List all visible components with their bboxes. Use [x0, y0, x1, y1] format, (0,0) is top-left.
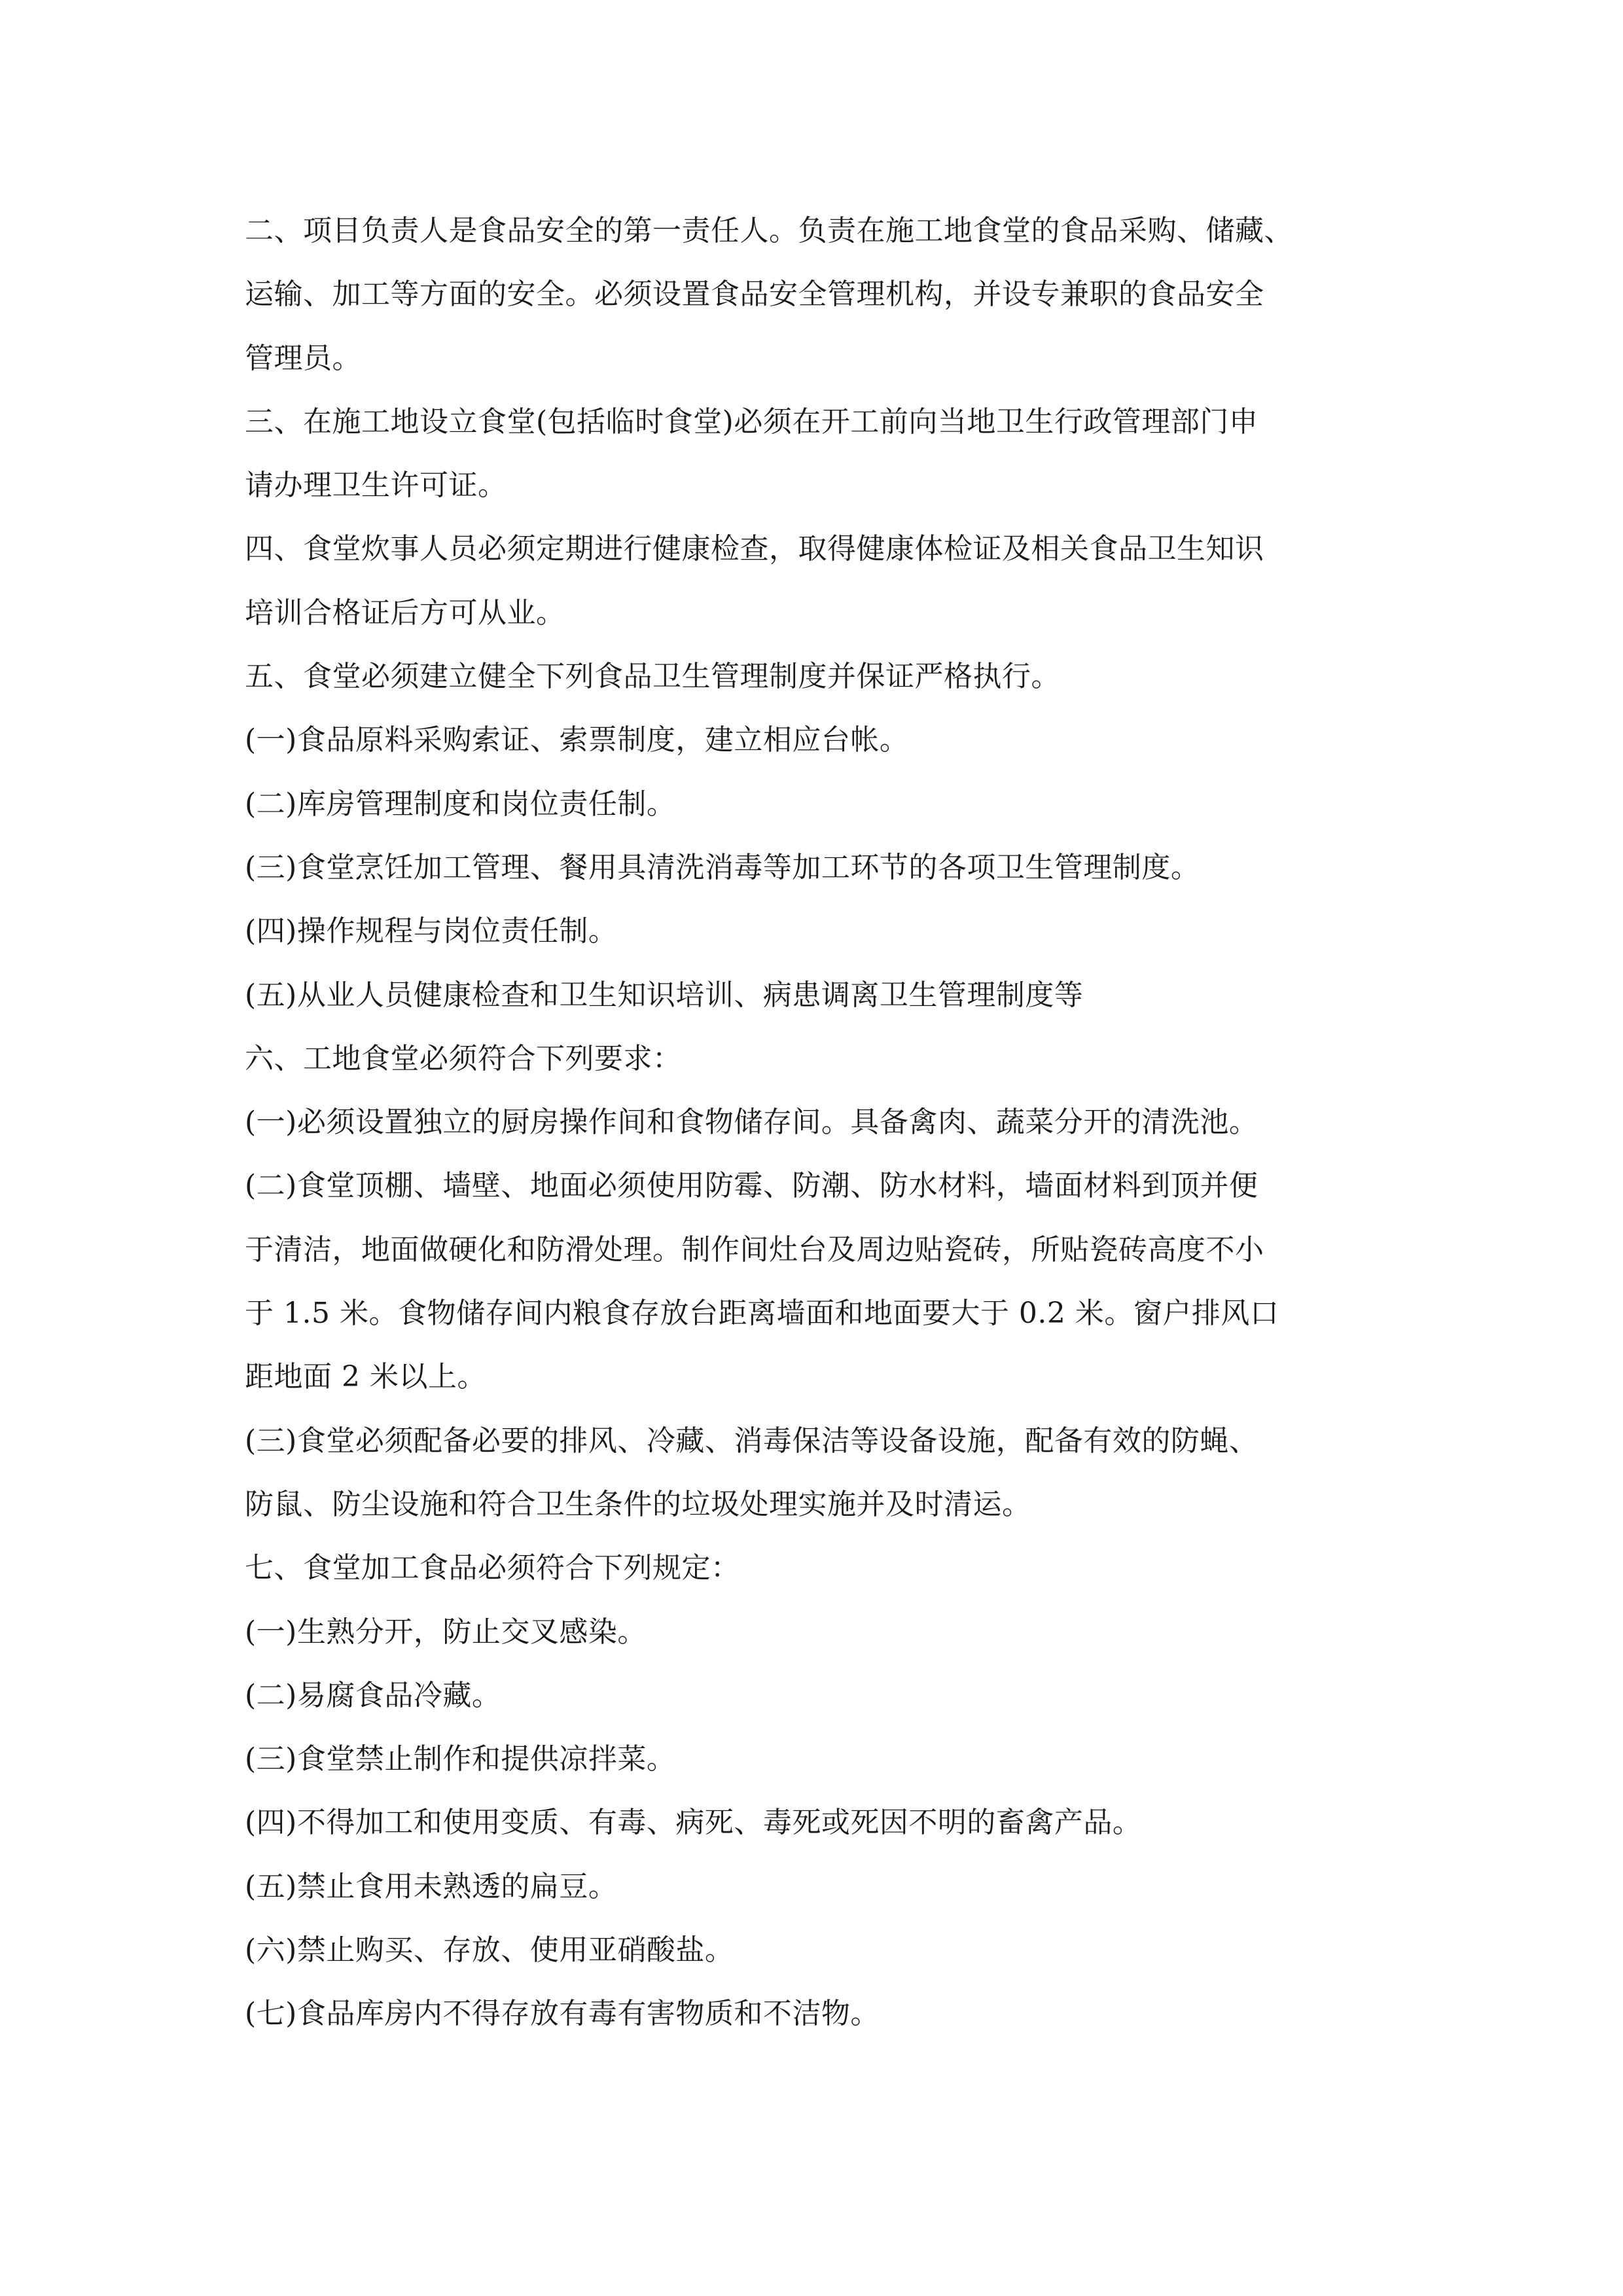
text-line: 运输、加工等方面的安全。必须设置食品安全管理机构，并设专兼职的食品安全 — [245, 278, 1264, 312]
text-line: (五)禁止食用未熟透的扁豆。 — [245, 1869, 618, 1903]
text-line: (二)易腐食品冷藏。 — [245, 1678, 501, 1712]
text-line: 防鼠、防尘设施和符合卫生条件的垃圾处理实施并及时清运。 — [245, 1487, 1031, 1521]
text-line: 六、工地食堂必须符合下列要求： — [245, 1041, 682, 1075]
text-line: (七)食品库房内不得存放有毒有害物质和不洁物。 — [245, 1997, 880, 2031]
text-line: 三、在施工地设立食堂(包括临时食堂)必须在开工前向当地卫生行政管理部门申 — [245, 404, 1258, 439]
text-line: (四)操作规程与岗位责任制。 — [245, 914, 618, 948]
text-line: (三)食堂烹饪加工管理、餐用具清洗消毒等加工环节的各项卫生管理制度。 — [245, 850, 1200, 884]
text-line: (三)食堂禁止制作和提供凉拌菜。 — [245, 1742, 676, 1776]
text-line: 培训合格证后方可从业。 — [245, 596, 565, 630]
text-line: (二)食堂顶棚、墙壁、地面必须使用防霉、防潮、防水材料，墙面材料到顶并便 — [245, 1169, 1258, 1203]
text-line: 五、食堂必须建立健全下列食品卫生管理制度并保证严格执行。 — [245, 660, 1060, 694]
text-line: (二)库房管理制度和岗位责任制。 — [245, 787, 676, 821]
text-line: 距地面 2 米以上。 — [245, 1360, 486, 1394]
document-body — [245, 199, 1442, 2046]
text-line: 四、食堂炊事人员必须定期进行健康检查，取得健康体检证及相关食品卫生知识 — [245, 532, 1264, 566]
text-line: 七、食堂加工食品必须符合下列规定： — [245, 1551, 740, 1585]
text-line: (一)食品原料采购索证、索票制度，建立相应台帐。 — [245, 723, 909, 757]
text-line: (一)生熟分开，防止交叉感染。 — [245, 1615, 647, 1649]
text-line: (六)禁止购买、存放、使用亚硝酸盐。 — [245, 1933, 734, 1967]
text-line: 管理员。 — [245, 341, 361, 375]
text-line: (五)从业人员健康检查和卫生知识培训、病患调离卫生管理制度等 — [245, 978, 1084, 1012]
text-line: 二、项目负责人是食品安全的第一责任人。负责在施工地食堂的食品采购、储藏、 — [245, 214, 1293, 247]
text-line: 于清洁，地面做硬化和防滑处理。制作间灶台及周边贴瓷砖，所贴瓷砖高度不小 — [245, 1232, 1264, 1266]
text-line: 请办理卫生许可证。 — [245, 469, 507, 503]
text-line: (三)食堂必须配备必要的排风、冷藏、消毒保洁等设备设施，配备有效的防蝇、 — [245, 1424, 1258, 1458]
text-line: 于 1.5 米。食物储存间内粮食存放台距离墙面和地面要大于 0.2 米。窗户排风口 — [245, 1297, 1279, 1331]
text-line: (一)必须设置独立的厨房操作间和食物储存间。具备禽肉、蔬菜分开的清洗池。 — [245, 1105, 1258, 1139]
text-line: (四)不得加工和使用变质、有毒、病死、毒死或死因不明的畜禽产品。 — [245, 1806, 1142, 1840]
